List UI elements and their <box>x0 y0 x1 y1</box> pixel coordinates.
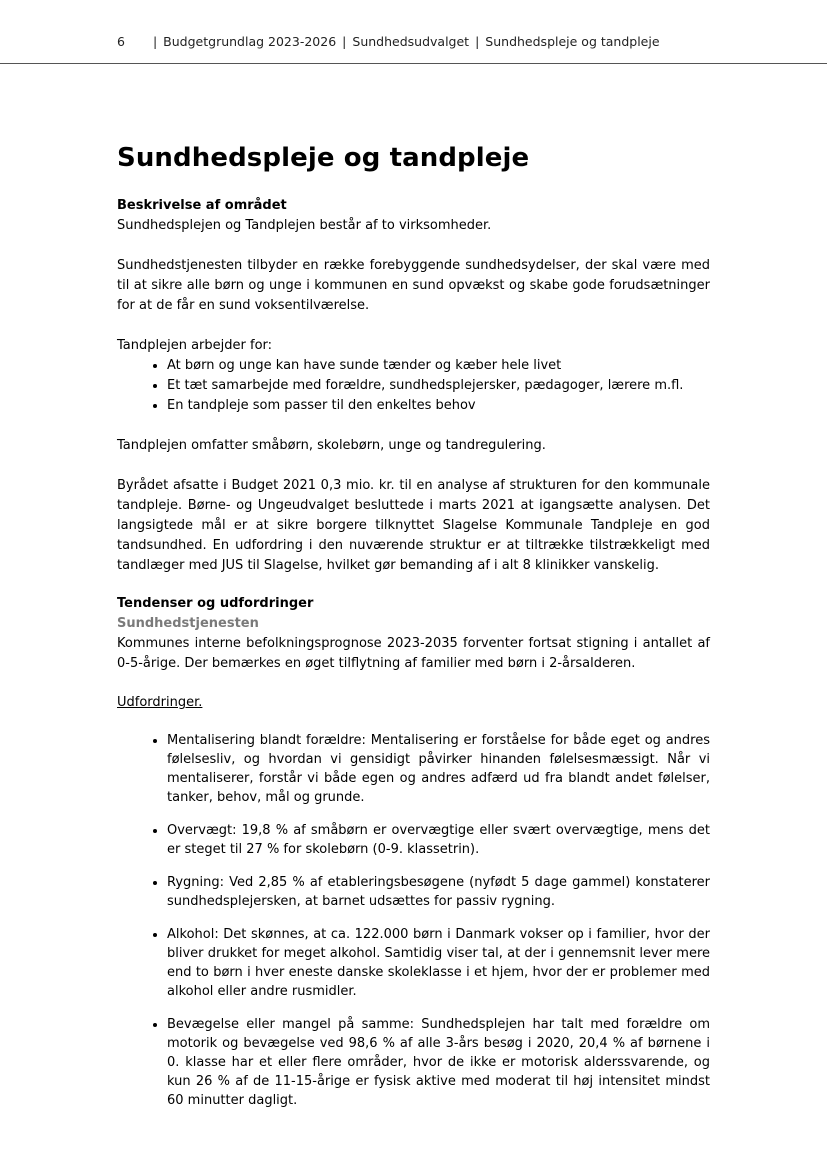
udfordringer-heading: Udfordringer. <box>117 695 203 710</box>
document-body <box>117 140 710 1124</box>
tandpleje-intro: Tandplejen arbejder for: <box>117 338 273 353</box>
list-item: • Overvægt: 19,8 % af småbørn er overvægtige eller svært overvægtige, mens det er steget til 27 % for skolebørn (0-9. klassetrin). <box>167 821 710 859</box>
list-item: • Bevægelse eller mangel på samme: Sundhedsplejen har talt med forældre om motorik og bevægelse ved 98,6 % af alle 3-års besøg i 2020, 20,4 % af børnene i 0. klasse har et eller flere områder, hvor de ikke er motorisk alderssvarende, og kun 26 % af de 11-15-årige er fysisk aktive med moderat til høj intensitet mindst 60 minutter dagligt. <box>167 1015 710 1110</box>
beskrivelse-paragraph-1: Sundhedsplejen og Tandplejen består af to virksomheder. <box>117 218 492 233</box>
tandpleje-omfatter: Tandplejen omfatter småbørn, skolebørn, unge og tandregulering. <box>117 438 546 453</box>
tendenser-heading: Tendenser og udfordringer <box>117 596 314 611</box>
list-item: • En tandpleje som passer til den enkeltes behov <box>167 396 710 416</box>
header-breadcrumb <box>117 34 660 49</box>
header-crumb-udvalg: Sundhedsudvalget <box>352 34 470 49</box>
page-header <box>0 0 827 64</box>
byraadet-paragraph: Byrådet afsatte i Budget 2021 0,3 mio. kr. til en analyse af strukturen for den kommunale tandpleje. Børne- og Ungeudvalget besluttede i marts 2021 at igangsætte analysen. Det langsigtede mål er at sikre borgere tilknyttet Slagelse Kommunale Tandpleje en god tandsundhed. En udfordring i den nuværende struktur er at tiltrække tilstrækkeligt med tandlæger med JUS til Slagelse, hvilket gør bemanding af i alt 8 klinikker vanskelig. <box>117 478 710 573</box>
page-title: Sundhedspleje og tandpleje <box>117 143 530 173</box>
list-item: • Alkohol: Det skønnes, at ca. 122.000 børn i Danmark vokser op i familier, hvor der bliver drukket for meget alkohol. Samtidig viser tal, at der i gennemsnit lever mere end to børn i hver eneste danske skoleklasse i et hjem, hvor der er problemer med alkohol eller andre rusmidler. <box>167 925 710 1001</box>
tandpleje-list <box>117 356 710 416</box>
prognose-paragraph: Kommunes interne befolkningsprognose 2023-2035 forventer fortsat stigning i antallet af 0-5-årige. Der bemærkes en øget tilflytning af familier med børn i 2-årsalderen. <box>117 636 710 671</box>
header-crumb-section: Sundhedspleje og tandpleje <box>485 34 660 49</box>
beskrivelse-heading: Beskrivelse af området <box>117 198 287 213</box>
list-item: • Mentalisering blandt forældre: Mentalisering er forståelse for både eget og andres følelsesliv, og hvordan vi gensidigt påvirker hinanden følelsesmæssigt. Når vi mentaliserer, forstår vi både egen og andres adfærd ud fra blandt andet følelser, tanker, behov, mål og grunde. <box>167 731 710 807</box>
header-crumb-budget: Budgetgrundlag 2023-2026 <box>163 34 337 49</box>
udfordringer-list <box>117 731 710 1110</box>
list-item: • Rygning: Ved 2,85 % af etableringsbesøgene (nyfødt 5 dage gammel) konstaterer sundhedsplejersken, at barnet udsættes for passiv rygning. <box>167 873 710 911</box>
sundhedstjenesten-heading: Sundhedstjenesten <box>117 616 259 631</box>
header-separator: | <box>152 34 158 49</box>
list-item: • At børn og unge kan have sunde tænder og kæber hele livet <box>167 356 710 376</box>
beskrivelse-paragraph-2: Sundhedstjenesten tilbyder en række forebyggende sundhedsydelser, der skal være med til at sikre alle børn og unge i kommunen en sund opvækst og skabe gode forudsætninger for at de får en sund voksentilværelse. <box>117 258 710 313</box>
header-separator: | <box>342 34 347 49</box>
list-item: • Et tæt samarbejde med forældre, sundhedsplejersker, pædagoger, lærere m.fl. <box>167 376 710 396</box>
header-separator: | <box>475 34 480 49</box>
page-number: 6 <box>117 34 125 49</box>
